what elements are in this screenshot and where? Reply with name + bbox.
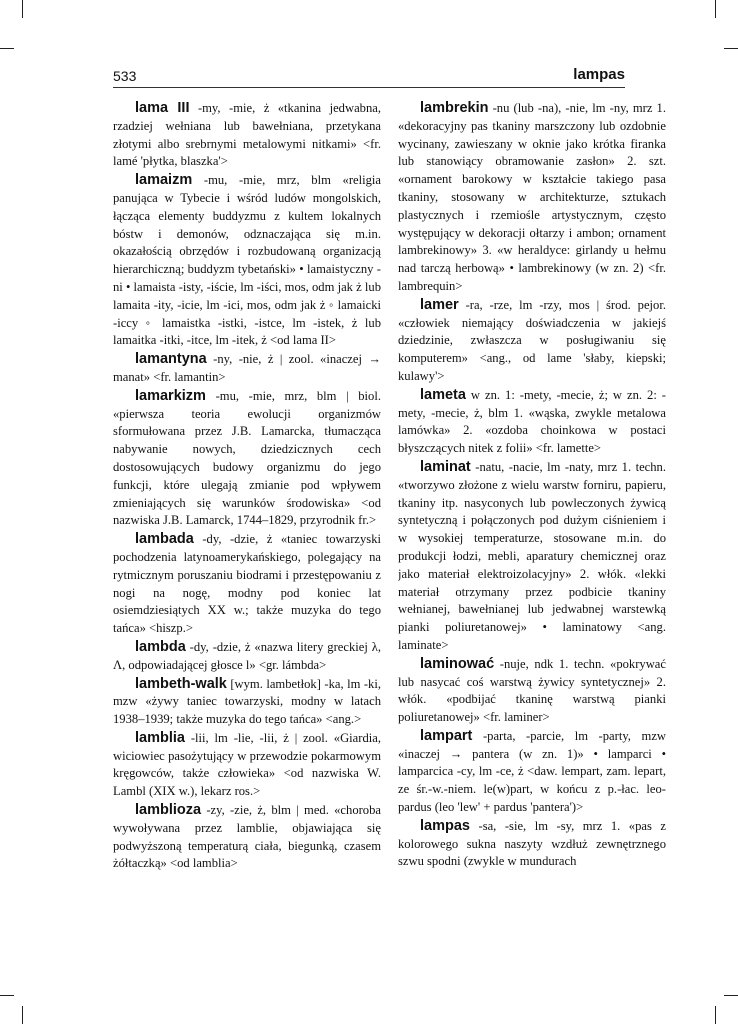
entry-headword: lamer bbox=[420, 296, 459, 313]
dictionary-entry bbox=[398, 387, 666, 458]
entry-headword: lambda bbox=[135, 638, 186, 655]
entry-definition: -ny, -nie, ż | zool. «inaczej → manat» <fr. lamantin> bbox=[113, 352, 381, 384]
dictionary-entry bbox=[113, 388, 381, 530]
entry-headword: lamarkizm bbox=[135, 387, 206, 404]
left-column bbox=[113, 100, 381, 960]
page-number: 533 bbox=[113, 68, 137, 84]
dictionary-entry bbox=[113, 730, 381, 801]
entry-headword: lameta bbox=[420, 386, 466, 403]
entry-definition: [wym. lambetłok] -ka, lm -ki, mzw «żywy taniec towarzyski, modny w latach 1938–1939; także muzyka do tego tańca» <ang.> bbox=[113, 676, 381, 727]
entry-headword: lambada bbox=[135, 531, 194, 548]
entry-headword: lamantyna bbox=[135, 351, 207, 368]
entry-definition: -nuje, ndk 1. techn. «pokrywać lub nasycać coś warstwą żywicy syntetycznej» 2. włók. «podbijać tkaninę warstwą pianki poliuretanowej» <fr. laminer> bbox=[398, 656, 666, 725]
entry-headword: laminat bbox=[420, 458, 471, 475]
entry-headword: lambeth-walk bbox=[135, 675, 227, 692]
dictionary-entry bbox=[113, 172, 381, 350]
crop-mark bbox=[724, 48, 738, 49]
entry-definition: -nu (lub -na), -nie, lm -ny, mrz 1. «dekoracyjny pas tkaniny marszczony lub ozdobnie wycinany, zawieszany w oknie jako krótka firanka lub stanowiący obramowanie zasłon» 2. szt. «ornament barokowy w kształcie takiego pasa tkaniny, stosowany w architekturze, sztukach plastycznych i rzemiośle artystycznym, często występujący w dekoracji ołtarzy i ambon; ornament lambrekinowy» 3. «w heraldyce: girlandy u hełmu nad tarczą herbową» • lambrekinowy (w zn. 2) <fr. lambrequin> bbox=[398, 101, 666, 293]
entry-definition: -zy, -zie, ż, blm | med. «choroba wywoływana przez lamblie, objawiająca się podwyższoną temperaturą ciała, biegunką, czasem żółtaczką» <od lamblia> bbox=[113, 803, 381, 871]
entry-headword: lamblia bbox=[135, 729, 185, 746]
entry-definition: -dy, -dzie, ż «taniec towarzyski pochodzenia latynoamerykańskiego, polegający na rytmicznym poruszaniu biodrami i przestępowaniu z nogi na nogę, modny pod koniec lat osiemdziesiątych XX w.; także muzyka do tego tańca» <hiszp.> bbox=[113, 532, 381, 636]
crop-mark bbox=[22, 0, 23, 18]
entry-definition: -ra, -rze, lm -rzy, mos | środ. pejor. «człowiek niemający doświadczenia w jakiejś dziedzinie, zwłaszcza w posługiwaniu się komputerem» <ang., od lame 'słaby, kiepski; kulawy'> bbox=[398, 297, 666, 383]
entry-headword: lamblioza bbox=[135, 802, 202, 819]
crop-mark bbox=[0, 995, 14, 996]
entry-definition: w zn. 1: -mety, -mecie, ż; w zn. 2: -mety, -mecie, ż, blm 1. «wąska, zwykle metalowa lamówka» 2. «ozdoba choinkowa w postaci błyszczących nitek z folii» <fr. lamette> bbox=[398, 387, 666, 456]
entry-definition: -lii, lm -lie, -lii, ż | zool. «Giardia, wiciowiec pasożytujący w przewodzie pokarmowym kręgowców, także człowieka» <od nazwiska W. Lambl (XIX w.), lekarz ros.> bbox=[113, 730, 381, 799]
entry-headword: lampart bbox=[420, 727, 473, 744]
entry-headword: lampas bbox=[420, 817, 470, 834]
dictionary-entry bbox=[113, 351, 381, 387]
dictionary-entry bbox=[113, 676, 381, 729]
entry-definition: -mu, -mie, mrz, blm «religia panująca w Tybecie i wśród ludów mongolskich, łącząca elementy buddyzmu z kultem lokalnych bóstw i demonów, odznaczająca się m.in. okazałością obrzędów i rozbudowaną organizacją hierarchiczną; buddyzm tybetański» • lamaistyczny -ni • lamaista -isty, -iście, lm -iści, mos, odm jak ż lub lamaita -ity, -icie, lm -ici, mos, odm jak ż ◦ lamaicki -iccy ◦ lamaistka -istki, -istce, lm -istek, ż lub lamaitka -itki, -itce, lm -itek, ż <od lama II> bbox=[113, 173, 381, 348]
dictionary-entry bbox=[398, 100, 666, 296]
dictionary-entry bbox=[113, 531, 381, 638]
dictionary-entry bbox=[113, 802, 381, 873]
right-column bbox=[398, 100, 666, 960]
dictionary-entry bbox=[398, 459, 666, 655]
entry-definition: -sa, -sie, lm -sy, mrz 1. «pas z kolorowego sukna naszyty wzdłuż zewnętrznego szwu spodni (zwykle w mundurach bbox=[398, 818, 666, 869]
page-header bbox=[113, 66, 625, 86]
entry-definition: -parta, -parcie, lm -party, mzw «inaczej → pantera (w zn. 1)» • lamparci • lamparcica -cy, lm -ce, ż <daw. lempart, zam. lepart, ze śr.-w.-niem. le(w)part, w końcu z p.-łac. leo-pardus (leo 'lew' + pardus 'pantera')> bbox=[398, 728, 666, 815]
dictionary-entry bbox=[113, 100, 381, 171]
entry-headword: lambrekin bbox=[420, 100, 489, 116]
entry-headword: laminować bbox=[420, 655, 495, 672]
crop-mark bbox=[0, 48, 14, 49]
entry-definition: -mu, -mie, mrz, blm | biol. «pierwsza teoria ewolucji organizmów sformułowana przez J.B. Lamarcka, tłumacząca nabywanie nowych, dziedzicznych cech dostosowujących budowy organizmu do jego funkcji, które ulegają zmianie pod wpływem zmieniających się warunków środowiska» <od nazwiska J.B. Lamarck, 1744–1829, przyrodnik fr.> bbox=[113, 388, 381, 528]
entry-headword: lama III bbox=[135, 100, 190, 116]
entry-definition: -natu, -nacie, lm -naty, mrz 1. techn. «tworzywo złożone z wielu warstw forniru, papieru, tkaniny itp. nasyconych lub powleczonych żywicą syntetyczną i połączonych pod dużym ciśnieniem i w wysokiej temperaturze, stosowane m.in. do produkcji łodzi, mebli, aparatury chemicznej oraz jako materiał elektroizolacyjny» 2. włók. «lekki materiał otrzymany przez podbicie tkaniny wełnianej, bawełnianej lub jedwabnej warstewką pianki poliuretanowej» • laminatowy <ang. laminate> bbox=[398, 459, 666, 652]
running-head: lampas bbox=[573, 66, 625, 83]
header-rule bbox=[113, 87, 625, 88]
dictionary-entry bbox=[398, 818, 666, 871]
dictionary-entry bbox=[113, 639, 381, 675]
crop-mark bbox=[22, 1006, 23, 1024]
entry-definition: -dy, -dzie, ż «nazwa litery greckiej λ, Λ, odpowiadającej głosce l» <gr. lámbda> bbox=[113, 639, 381, 672]
crop-mark bbox=[715, 0, 716, 18]
entry-definition: -my, -mie, ż «tkanina jedwabna, rzadziej wełniana lub bawełniana, przetykana złotymi albo srebrnymi metalowymi nitkami» <fr. lamé 'płytka, blaszka'> bbox=[113, 101, 381, 169]
dictionary-entry bbox=[398, 656, 666, 727]
dictionary-entry bbox=[398, 728, 666, 817]
dictionary-entry bbox=[398, 297, 666, 386]
crop-mark bbox=[724, 995, 738, 996]
entry-headword: lamaizm bbox=[135, 172, 193, 189]
crop-mark bbox=[715, 1006, 716, 1024]
